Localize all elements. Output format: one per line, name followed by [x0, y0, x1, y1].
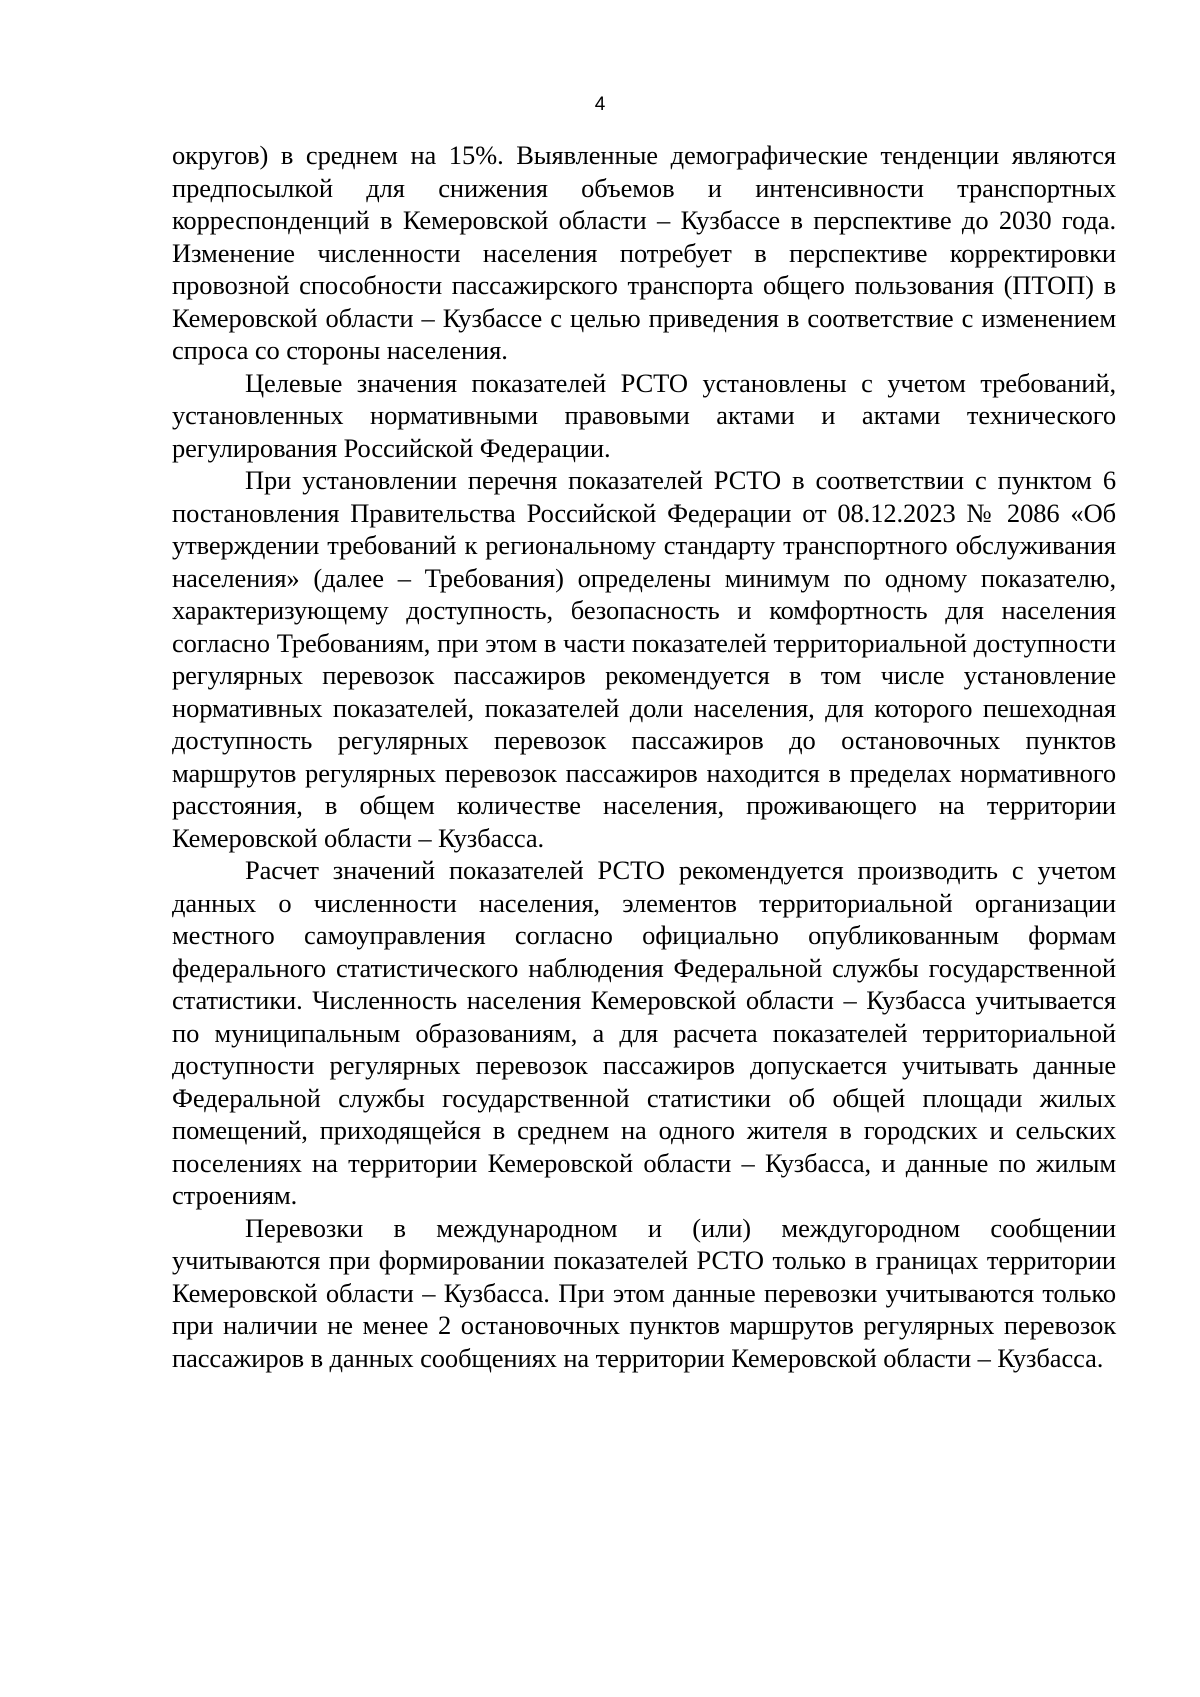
- paragraph-target-values: Целевые значения показателей РСТО установлены с учетом требований, установленных нормативными правовыми актами и актами технического регулирования Российской Федерации.: [172, 367, 1116, 463]
- page-number: 4: [594, 94, 606, 115]
- document-body: [172, 139, 1116, 1374]
- paragraph-intercity-transport: Перевозки в международном и (или) междугородном сообщении учитываются при формировании показателей РСТО только в границах территории Кемеровской области – Кузбасса. При этом данные перевозки учитываются только при наличии не менее 2 остановочных пунктов маршрутов регулярных перевозок пассажиров в данных сообщениях на территории Кемеровской области – Кузбасса.: [172, 1212, 1116, 1373]
- paragraph-indicator-list: При установлении перечня показателей РСТО в соответствии с пунктом 6 постановления Правительства Российской Федерации от 08.12.2023 № 2086 «Об утверждении требований к региональному стандарту транспортного обслуживания населения» (далее – Требования) определены минимум по одному показателю, характеризующему доступность, безопасность и комфортность для населения согласно Требованиям, при этом в части показателей территориальной доступности регулярных перевозок пассажиров рекомендуется в том числе установление нормативных показателей, показателей доли населения, для которого пешеходная доступность регулярных перевозок пассажиров до остановочных пунктов маршрутов регулярных перевозок пассажиров находится в пределах нормативного расстояния, в общем количестве населения, проживающего на территории Кемеровской области – Кузбасса.: [172, 465, 1116, 853]
- paragraph-demographic-trends: округов) в среднем на 15%. Выявленные демографические тенденции являются предпосылкой для снижения объемов и интенсивности транспортных корреспонденций в Кемеровской области – Кузбассе в перспективе до 2030 года. Изменение численности населения потребует в перспективе корректировки провозной способности пассажирского транспорта общего пользования (ПТОП) в Кемеровской области – Кузбассе с целью приведения в соответствие с изменением спроса со стороны населения.: [172, 140, 1116, 365]
- paragraph-calculation: Расчет значений показателей РСТО рекомендуется производить с учетом данных о численности населения, элементов территориальной организации местного самоуправления согласно официально опубликованным формам федерального статистического наблюдения Федеральной службы государственной статистики. Численность населения Кемеровской области – Кузбасса учитывается по муниципальным образованиям, а для расчета показателей территориальной доступности регулярных перевозок пассажиров допускается учитывать данные Федеральной службы государственной статистики об общей площади жилых помещений, приходящейся в среднем на одного жителя в городских и сельских поселениях на территории Кемеровской области – Кузбасса, и данные по жилым строениям.: [172, 855, 1116, 1210]
